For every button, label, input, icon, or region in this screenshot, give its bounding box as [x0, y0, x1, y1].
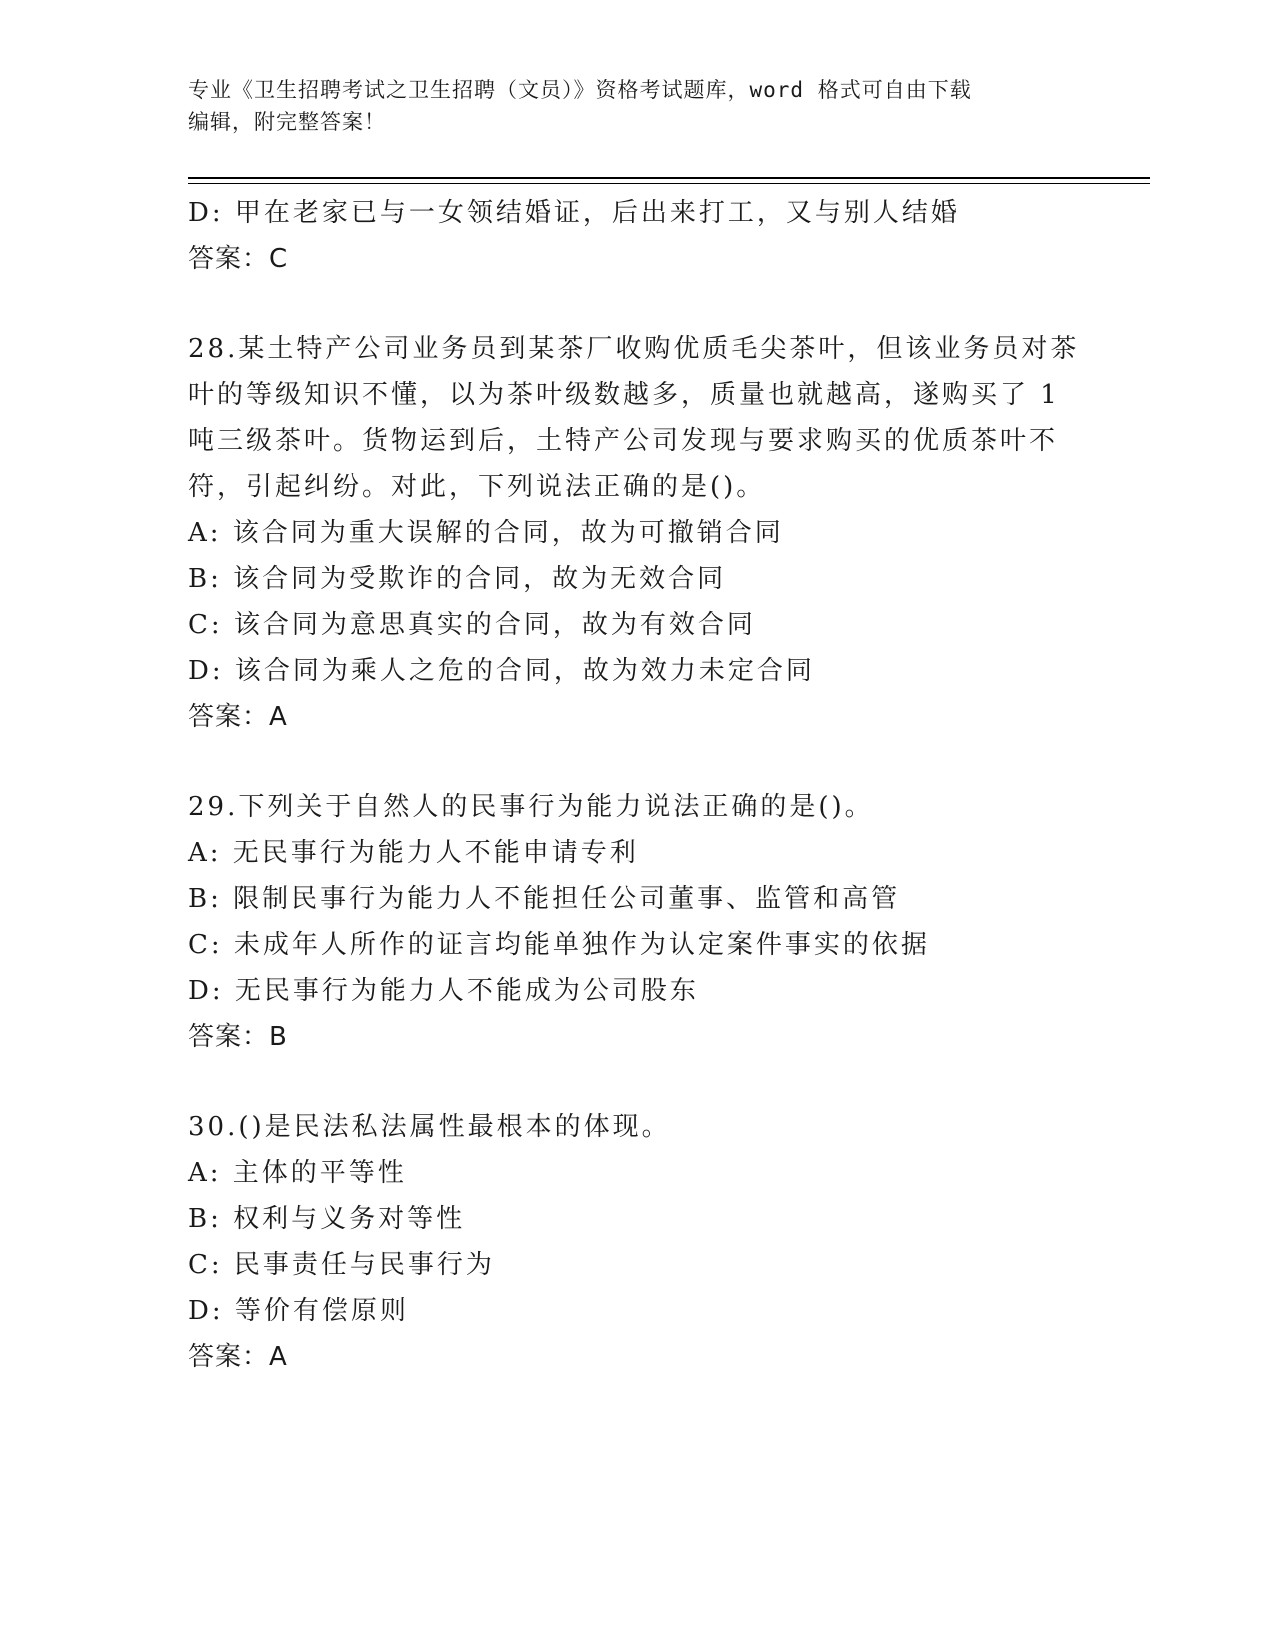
prev-option-d: D: 甲在老家已与一女领结婚证，后出来打工，又与别人结婚	[188, 198, 960, 228]
question-30-answer: 答案：A	[188, 1342, 288, 1372]
spacer	[188, 282, 1088, 326]
header-line-1: 专业《卫生招聘考试之卫生招聘（文员）》资格考试题库，word 格式可自由下载	[188, 78, 972, 102]
stem-line: 28.某土特产公司业务员到某茶厂收购优质毛尖茶叶，但该业务员对茶	[188, 334, 1080, 364]
question-30-stem: 30.()是民法私法属性最根本的体现。	[188, 1112, 671, 1142]
spacer	[188, 1060, 1088, 1104]
question-29-option-b: B: 限制民事行为能力人不能担任公司董事、监管和高管	[188, 884, 901, 914]
header-line-2: 编辑，附完整答案！	[188, 110, 386, 134]
question-29-stem: 29.下列关于自然人的民事行为能力说法正确的是()。	[188, 792, 874, 822]
prev-answer: 答案：C	[188, 244, 289, 274]
question-29-option-a: A: 无民事行为能力人不能申请专利	[188, 838, 639, 868]
stem-line: 叶的等级知识不懂，以为茶叶级数越多，质量也就越高，遂购买了 1	[188, 380, 1060, 410]
document-header	[188, 74, 1088, 138]
question-29-option-d: D: 无民事行为能力人不能成为公司股东	[188, 976, 699, 1006]
question-30	[188, 1104, 1088, 1380]
question-30-option-c: C: 民事责任与民事行为	[188, 1250, 495, 1280]
stem-line: 符，引起纠纷。对此，下列说法正确的是()。	[188, 472, 766, 502]
question-28-stem	[188, 326, 1088, 510]
question-28-option-b: B: 该合同为受欺诈的合同，故为无效合同	[188, 564, 727, 594]
question-28-option-d: D: 该合同为乘人之危的合同，故为效力未定合同	[188, 656, 815, 686]
question-28	[188, 326, 1088, 740]
question-29-option-c: C: 未成年人所作的证言均能单独作为认定案件事实的依据	[188, 930, 930, 960]
stem-line: 吨三级茶叶。货物运到后，土特产公司发现与要求购买的优质茶叶不	[188, 426, 1059, 456]
question-28-option-c: C: 该合同为意思真实的合同，故为有效合同	[188, 610, 756, 640]
header-rule-thin	[188, 183, 1150, 184]
question-content	[188, 190, 1088, 1380]
question-30-option-b: B: 权利与义务对等性	[188, 1204, 466, 1234]
question-30-option-a: A: 主体的平等性	[188, 1158, 407, 1188]
spacer	[188, 740, 1088, 784]
header-rule-thick	[188, 177, 1150, 179]
question-30-option-d: D: 等价有偿原则	[188, 1296, 409, 1326]
question-29	[188, 784, 1088, 1060]
question-28-option-a: A: 该合同为重大误解的合同，故为可撤销合同	[188, 518, 784, 548]
question-29-answer: 答案：B	[188, 1022, 288, 1052]
question-28-answer: 答案：A	[188, 702, 288, 732]
